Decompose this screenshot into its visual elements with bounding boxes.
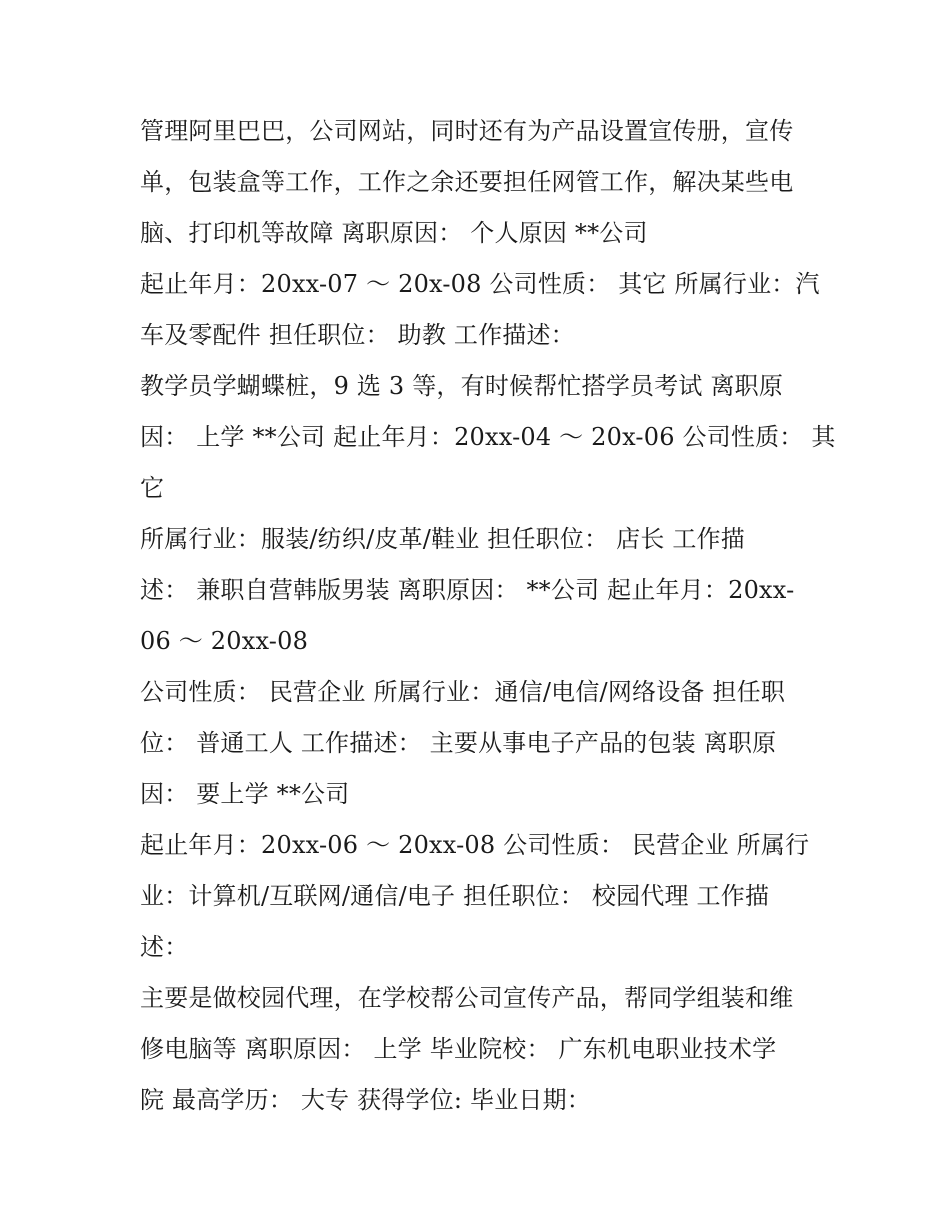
text-line: 管理阿里巴巴，公司网站，同时还有为产品设置宣传册，宣传 (140, 117, 794, 145)
text-line: 主要是做校园代理，在学校帮公司宣传产品，帮同学组装和维 (140, 984, 794, 1012)
text-line: 单，包装盒等工作，工作之余还要担任网管工作，解决某些电 (140, 168, 794, 196)
text-line: 业：计算机/互联网/通信/电子 担任职位： 校园代理 工作描 (140, 882, 770, 910)
text-line: 所属行业：服装/纺织/皮革/鞋业 担任职位： 店长 工作描 (140, 525, 745, 553)
text-line: 公司性质： 民营企业 所属行业：通信/电信/网络设备 担任职 (140, 678, 786, 706)
text-line: 脑、打印机等故障 离职原因： 个人原因 **公司 (140, 219, 648, 247)
text-line: 修电脑等 离职原因： 上学 毕业院校： 广东机电职业技术学 (140, 1035, 777, 1063)
text-line: 述： (140, 933, 189, 961)
text-line: 因： 要上学 **公司 (140, 780, 350, 808)
text-line: 院 最高学历： 大专 获得学位: 毕业日期： (140, 1086, 592, 1114)
text-line: 因： 上学 **公司 起止年月：20xx-04 ～ 20x-06 公司性质： 其 (140, 423, 836, 451)
text-line: 06 ～ 20xx-08 (140, 627, 309, 655)
text-line: 位： 普通工人 工作描述： 主要从事电子产品的包装 离职原 (140, 729, 777, 757)
text-line: 述： 兼职自营韩版男装 离职原因： **公司 起止年月：20xx- (140, 576, 795, 604)
text-line: 教学员学蝴蝶桩，9 选 3 等，有时候帮忙搭学员考试 离职原 (140, 372, 784, 400)
text-line: 起止年月：20xx-06 ～ 20xx-08 公司性质： 民营企业 所属行 (140, 831, 810, 859)
text-line: 车及零配件 担任职位： 助教 工作描述： (140, 321, 575, 349)
document-body (140, 106, 836, 1126)
text-line: 起止年月：20xx-07 ～ 20x-08 公司性质： 其它 所属行业：汽 (140, 270, 820, 298)
text-line: 它 (140, 474, 165, 502)
